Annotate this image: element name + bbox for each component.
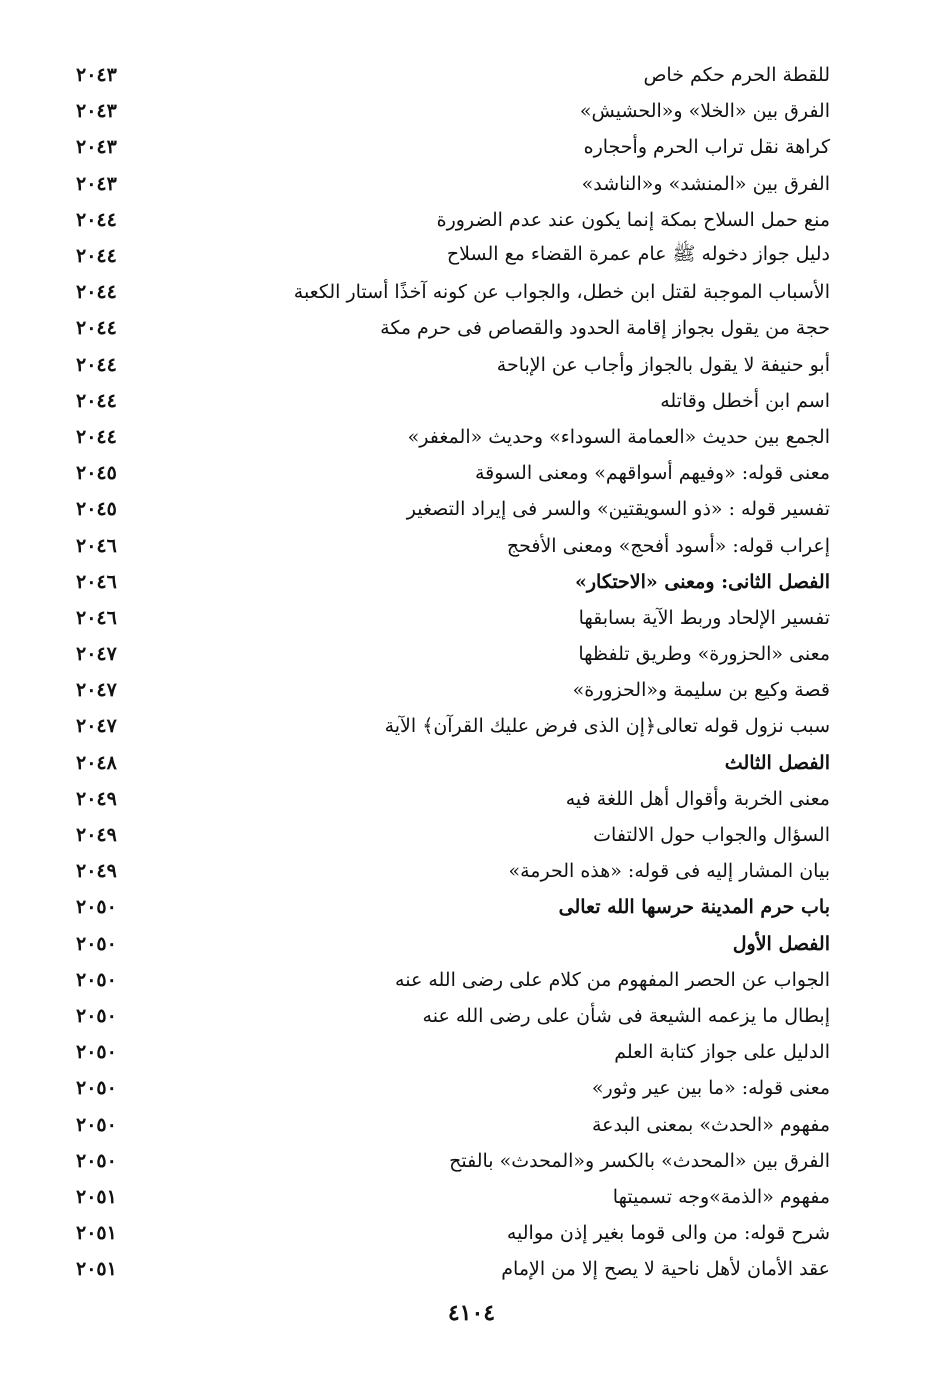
toc-entry [70, 817, 830, 853]
toc-heading [70, 564, 830, 600]
toc-entry-page: ٢٠٤٤ [76, 389, 117, 412]
toc-entry-title: السؤال والجواب حول الالتفات [593, 824, 830, 847]
toc-entry-page: ٢٠٥٠ [76, 1041, 117, 1064]
toc-entry [70, 636, 830, 672]
toc-entry-title: الجواب عن الحصر المفهوم من كلام على رضى الله عنه [395, 968, 830, 991]
toc-entry-page: ٢٠٤٣ [76, 100, 117, 123]
toc-entry-title: بيان المشار إليه فى قوله: «هذه الحرمة» [508, 860, 830, 883]
toc-entry-page: ٢٠٤٣ [76, 64, 117, 87]
toc-entry-title: سبب نزول قوله تعالى﴿إن الذى فرض عليك القرآن﴾ الآية [384, 715, 830, 738]
toc-entry-title: باب حرم المدينة حرسها الله تعالى [558, 896, 830, 919]
toc-entry-title: معنى قوله: «وفيهم أسواقهم» ومعنى السوقة [475, 462, 830, 485]
toc-entry-page: ٢٠٤٩ [76, 860, 117, 883]
toc-entry-page: ٢٠٤٥ [76, 498, 117, 521]
toc-entry [70, 853, 830, 889]
toc-entry-title: معنى «الحزورة» وطريق تلفظها [578, 643, 830, 666]
toc-entry [70, 1179, 830, 1215]
toc-entry-page: ٢٠٥٠ [76, 1077, 117, 1100]
toc-entry [70, 962, 830, 998]
toc-entry-title: الفصل الثالث [724, 751, 830, 774]
toc-entry-page: ٢٠٥٠ [76, 932, 117, 955]
toc-entry-page: ٢٠٤٩ [76, 824, 117, 847]
toc-entry-page: ٢٠٤٥ [76, 462, 117, 485]
toc-entry-title: الفرق بين «المنشد» و«الناشد» [581, 172, 830, 195]
toc-entry-title: تفسير قوله : «ذو السويقتين» والسر فى إيراد التصغير [406, 498, 830, 521]
toc-entry [70, 166, 830, 202]
toc-entry-title: منع حمل السلاح بمكة إنما يكون عند عدم الضرورة [436, 208, 830, 231]
page-number: ٤١٠٤ [447, 1300, 496, 1326]
toc-entry-page: ٢٠٥٠ [76, 1004, 117, 1027]
toc-entry-page: ٢٠٤٤ [76, 281, 117, 304]
toc-entry-title: حجة من يقول بجواز إقامة الحدود والقصاص فى حرم مكة [380, 317, 830, 340]
toc-entry-title: الفصل الأول [732, 932, 830, 955]
toc-entry-title: مفهوم «الحدث» بمعنى البدعة [592, 1113, 830, 1136]
toc-entry-page: ٢٠٥٠ [76, 896, 117, 919]
toc-entry-page: ٢٠٤٩ [76, 787, 117, 810]
toc-entry-page: ٢٠٥٠ [76, 968, 117, 991]
toc-entry [70, 491, 830, 527]
toc-entry-title: اسم ابن أخطل وقاتله [660, 389, 830, 412]
toc-entry-title: معنى الخربة وأقوال أهل اللغة فيه [565, 787, 830, 810]
toc-entry [70, 93, 830, 129]
toc-entry-title: إعراب قوله: «أسود أفحج» ومعنى الأفحج [506, 534, 830, 557]
toc-entry [70, 419, 830, 455]
toc-entry-title: تفسير الإلحاد وربط الآية بسابقها [578, 606, 830, 629]
toc-entry [70, 274, 830, 310]
toc-entry-page: ٢٠٤٦ [76, 534, 117, 557]
toc-entry-title: كراهة نقل تراب الحرم وأحجاره [583, 136, 830, 159]
toc-entry [70, 238, 830, 274]
toc-entry-page: ٢٠٤٤ [76, 425, 117, 448]
toc-entry [70, 708, 830, 744]
toc-entry-page: ٢٠٤٧ [76, 679, 117, 702]
table-of-contents [70, 57, 830, 1287]
toc-entry-title: أبو حنيفة لا يقول بالجواز وأجاب عن الإباحة [496, 353, 830, 376]
toc-entry-title: عقد الأمان لأهل ناحية لا يصح إلا من الإمام [501, 1258, 830, 1281]
toc-heading [70, 745, 830, 781]
toc-entry [70, 998, 830, 1034]
toc-heading [70, 926, 830, 962]
toc-entry-page: ٢٠٤٧ [76, 715, 117, 738]
toc-entry [70, 310, 830, 346]
toc-heading [70, 889, 830, 925]
toc-entry [70, 57, 830, 93]
toc-entry [70, 1070, 830, 1106]
toc-entry-title: الفرق بين «الخلا» و«الحشيش» [579, 100, 830, 123]
toc-entry [70, 455, 830, 491]
toc-entry [70, 347, 830, 383]
toc-entry [70, 672, 830, 708]
toc-entry-title: الأسباب الموجبة لقتل ابن خطل، والجواب عن كونه آخذًا أستار الكعبة [293, 281, 830, 304]
toc-entry [70, 383, 830, 419]
toc-entry-page: ٢٠٤٤ [76, 245, 117, 268]
toc-entry-page: ٢٠٤٨ [76, 751, 117, 774]
toc-entry-page: ٢٠٥٠ [76, 1113, 117, 1136]
toc-entry [70, 129, 830, 165]
toc-entry [70, 527, 830, 563]
toc-entry-page: ٢٠٤٤ [76, 353, 117, 376]
toc-entry [70, 202, 830, 238]
toc-entry [70, 1251, 830, 1287]
toc-entry-page: ٢٠٥١ [76, 1222, 117, 1245]
toc-entry-title: الفرق بين «المحدث» بالكسر و«المحدث» بالفتح [449, 1149, 830, 1172]
toc-entry-title: قصة وكيع بن سليمة و«الحزورة» [572, 679, 830, 702]
toc-entry-title: معنى قوله: «ما بين عير وثور» [591, 1077, 830, 1100]
toc-entry-page: ٢٠٥٠ [76, 1149, 117, 1172]
toc-entry [70, 600, 830, 636]
toc-entry-title: الجمع بين حديث «العمامة السوداء» وحديث «المغفر» [407, 425, 830, 448]
toc-entry [70, 1034, 830, 1070]
toc-entry [70, 1143, 830, 1179]
toc-entry-page: ٢٠٤٣ [76, 136, 117, 159]
toc-entry-page: ٢٠٥١ [76, 1258, 117, 1281]
toc-entry-page: ٢٠٤٦ [76, 570, 117, 593]
toc-entry [70, 1215, 830, 1251]
toc-entry-page: ٢٠٤٧ [76, 643, 117, 666]
toc-entry-title: دليل جواز دخوله ﷺ عام عمرة القضاء مع السلاح [446, 243, 830, 266]
toc-entry-page: ٢٠٤٤ [76, 317, 117, 340]
toc-entry-page: ٢٠٤٤ [76, 208, 117, 231]
toc-entry [70, 1106, 830, 1142]
toc-entry-page: ٢٠٥١ [76, 1185, 117, 1208]
toc-entry-title: الفصل الثانى: ومعنى «الاحتكار» [574, 570, 830, 593]
toc-entry-title: شرح قوله: من والى قوما بغير إذن مواليه [506, 1222, 830, 1245]
toc-entry-page: ٢٠٤٦ [76, 606, 117, 629]
toc-entry [70, 781, 830, 817]
toc-entry-title: الدليل على جواز كتابة العلم [614, 1041, 830, 1064]
toc-entry-page: ٢٠٤٣ [76, 172, 117, 195]
toc-entry-title: مفهوم «الذمة»وجه تسميتها [612, 1185, 830, 1208]
toc-entry-title: إبطال ما يزعمه الشيعة فى شأن على رضى الله عنه [422, 1004, 830, 1027]
toc-entry-title: للقطة الحرم حكم خاص [643, 64, 830, 87]
